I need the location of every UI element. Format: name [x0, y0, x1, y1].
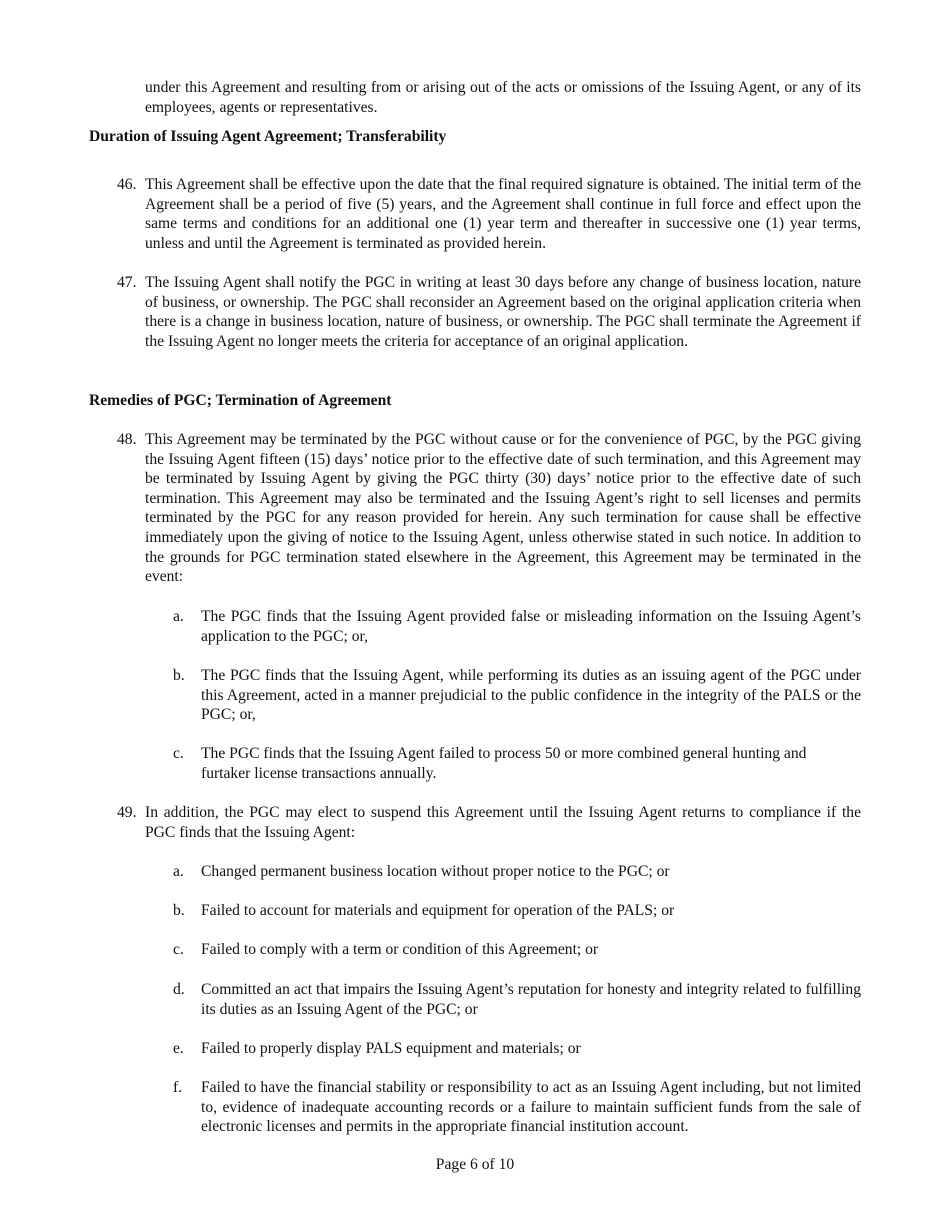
- item-49-subitem-e-letter: e.: [173, 1040, 184, 1057]
- item-48-subitem-c-letter: c.: [173, 745, 184, 762]
- intro-paragraph: under this Agreement and resulting from or arising out of the acts or omissions of the Issuing Agent, or any of its employees, agents or representatives.: [145, 79, 861, 116]
- item-49-subitem-d-letter: d.: [173, 981, 185, 998]
- item-49-text: In addition, the PGC may elect to suspend this Agreement until the Issuing Agent returns to compliance if the PGC finds that the Issuing Agent:: [145, 804, 861, 841]
- item-49-subitem-e: Failed to properly display PALS equipment and materials; or: [201, 1040, 581, 1057]
- item-number-47: 47.: [117, 274, 137, 291]
- item-48-subitem-c: The PGC finds that the Issuing Agent failed to process 50 or more combined general hunting and furtaker license transactions annually.: [201, 745, 807, 782]
- section-heading-remedies: Remedies of PGC; Termination of Agreement: [89, 392, 392, 409]
- item-48-subitem-b: The PGC finds that the Issuing Agent, while performing its duties as an issuing agent of the PGC under this Agreement, acted in a manner prejudicial to the public confidence in the integrity of the PALS or the PGC; or,: [201, 667, 861, 724]
- item-49-subitem-d: Committed an act that impairs the Issuing Agent’s reputation for honesty and integrity related to fulfilling its duties as an Issuing Agent of the PGC; or: [201, 981, 861, 1018]
- item-48-subitem-a: The PGC finds that the Issuing Agent provided false or misleading information on the Issuing Agent’s application to the PGC; or,: [201, 608, 861, 645]
- item-48-text: This Agreement may be terminated by the PGC without cause or for the convenience of PGC, by the PGC giving the Issuing Agent fifteen (15) days’ notice prior to the effective date of such termination, and this Agreement may be terminated by Issuing Agent by giving the PGC thirty (30) days’ notice prior to the effective date of such termination. This Agreement may also be terminated and the Issuing Agent’s right to sell licenses and permits terminated by the PGC for any reason provided for herein. Any such termination for cause shall be effective immediately upon the giving of notice to the Issuing Agent, unless otherwise stated in such notice. In addition to the grounds for PGC termination stated elsewhere in the Agreement, this Agreement may be terminated in the event:: [145, 431, 861, 586]
- item-49-subitem-b: Failed to account for materials and equipment for operation of the PALS; or: [201, 902, 675, 919]
- item-49-subitem-a-letter: a.: [173, 863, 184, 880]
- item-49-subitem-a: Changed permanent business location without proper notice to the PGC; or: [201, 863, 670, 880]
- item-48-subitem-a-letter: a.: [173, 608, 184, 625]
- item-number-48: 48.: [117, 431, 137, 448]
- item-47-text: The Issuing Agent shall notify the PGC in writing at least 30 days before any change of business location, nature of business, or ownership. The PGC shall reconsider an Agreement based on the original application criteria when there is a change in business location, nature of business, or ownership. The PGC shall terminate the Agreement if the Issuing Agent no longer meets the criteria for acceptance of an original application.: [145, 274, 861, 350]
- item-49-subitem-c: Failed to comply with a term or condition of this Agreement; or: [201, 941, 599, 958]
- item-number-49: 49.: [117, 804, 137, 821]
- page-number-footer: Page 6 of 10: [435, 1156, 515, 1173]
- section-heading-duration: Duration of Issuing Agent Agreement; Transferability: [89, 128, 447, 145]
- item-49-subitem-f-letter: f.: [173, 1079, 183, 1096]
- item-46-text: This Agreement shall be effective upon the date that the final required signature is obtained. The initial term of the Agreement shall be a period of five (5) years, and the Agreement shall continue in full force and effect upon the same terms and conditions for an additional one (1) year term and thereafter in successive one (1) year terms, unless and until the Agreement is terminated as provided herein.: [145, 176, 861, 252]
- item-49-subitem-b-letter: b.: [173, 902, 185, 919]
- item-49-subitem-c-letter: c.: [173, 941, 184, 958]
- item-number-46: 46.: [117, 176, 137, 193]
- item-49-subitem-f: Failed to have the financial stability or responsibility to act as an Issuing Agent including, but not limited to, evidence of inadequate accounting records or a failure to maintain sufficient funds from the sale of electronic licenses and permits in the appropriate financial institution account.: [201, 1079, 861, 1136]
- item-48-subitem-b-letter: b.: [173, 667, 185, 684]
